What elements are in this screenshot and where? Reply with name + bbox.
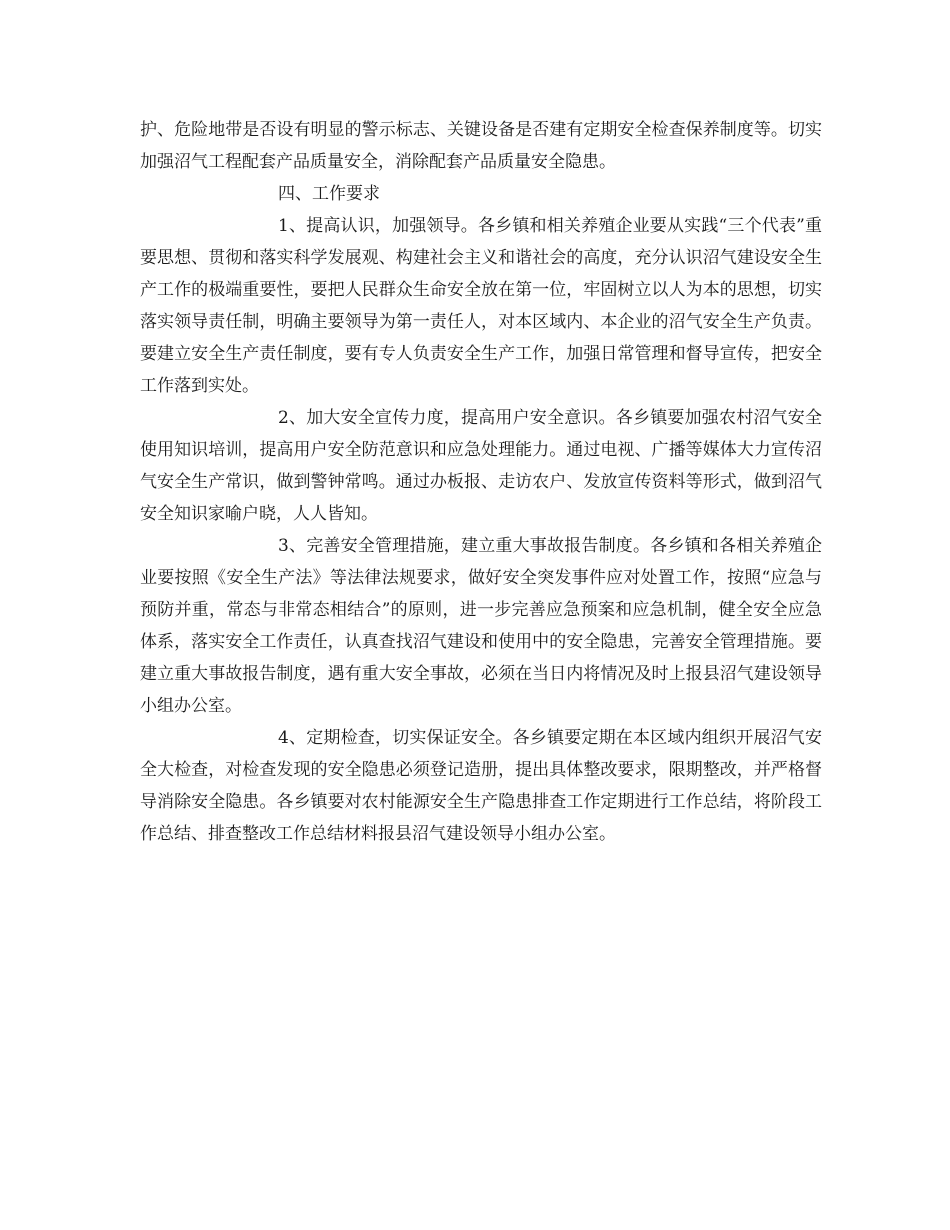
paragraph-requirement-4: 4、定期检查，切实保证安全。各乡镇要定期在本区域内组织开展沼气安全大检查，对检查发现的安全隐患必须登记造册，提出具体整改要求，限期整改，并严格督导消除安全隐患。各乡镇要对农村能源安全生产隐患排查工作定期进行工作总结，将阶段工作总结、排查整改工作总结材料报县沼气建设领导小组办公室。 bbox=[140, 728, 822, 844]
paragraph-requirement-1: 1、提高认识，加强领导。各乡镇和相关养殖企业要从实践“三个代表”重要思想、贯彻和落实科学发展观、构建社会主义和谐社会的高度，充分认识沼气建设安全生产工作的极端重要性，要把人民群众生命安全放在第一位，牢固树立以人为本的思想，切实落实领导责任制，明确主要领导为第一责任人，对本区域内、本企业的沼气安全生产负责。要建立安全生产责任制度，要有专人负责安全生产工作，加强日常管理和督导宣传，把安全工作落到实处。 bbox=[140, 216, 822, 396]
paragraph-continuation: 护、危险地带是否设有明显的警示标志、关键设备是否建有定期安全检查保养制度等。切实加强沼气工程配套产品质量安全，消除配套产品质量安全隐患。 bbox=[140, 120, 822, 172]
section-heading-work-requirements: 四、工作要求 bbox=[278, 184, 380, 204]
paragraph-requirement-3: 3、完善安全管理措施，建立重大事故报告制度。各乡镇和各相关养殖企业要按照《安全生产法》等法律法规要求，做好安全突发事件应对处置工作，按照“应急与预防并重，常态与非常态相结合”的原则，进一步完善应急预案和应急机制，健全安全应急体系，落实安全工作责任，认真查找沼气建设和使用中的安全隐患，完善安全管理措施。要建立重大事故报告制度，遇有重大安全事故，必须在当日内将情况及时上报县沼气建设领导小组办公室。 bbox=[140, 536, 822, 716]
document-body bbox=[140, 114, 822, 850]
paragraph-requirement-2: 2、加大安全宣传力度，提高用户安全意识。各乡镇要加强农村沼气安全使用知识培训，提高用户安全防范意识和应急处理能力。通过电视、广播等媒体大力宣传沼气安全生产常识，做到警钟常鸣。通过办板报、走访农户、发放宣传资料等形式，做到沼气安全知识家喻户晓，人人皆知。 bbox=[140, 408, 822, 524]
